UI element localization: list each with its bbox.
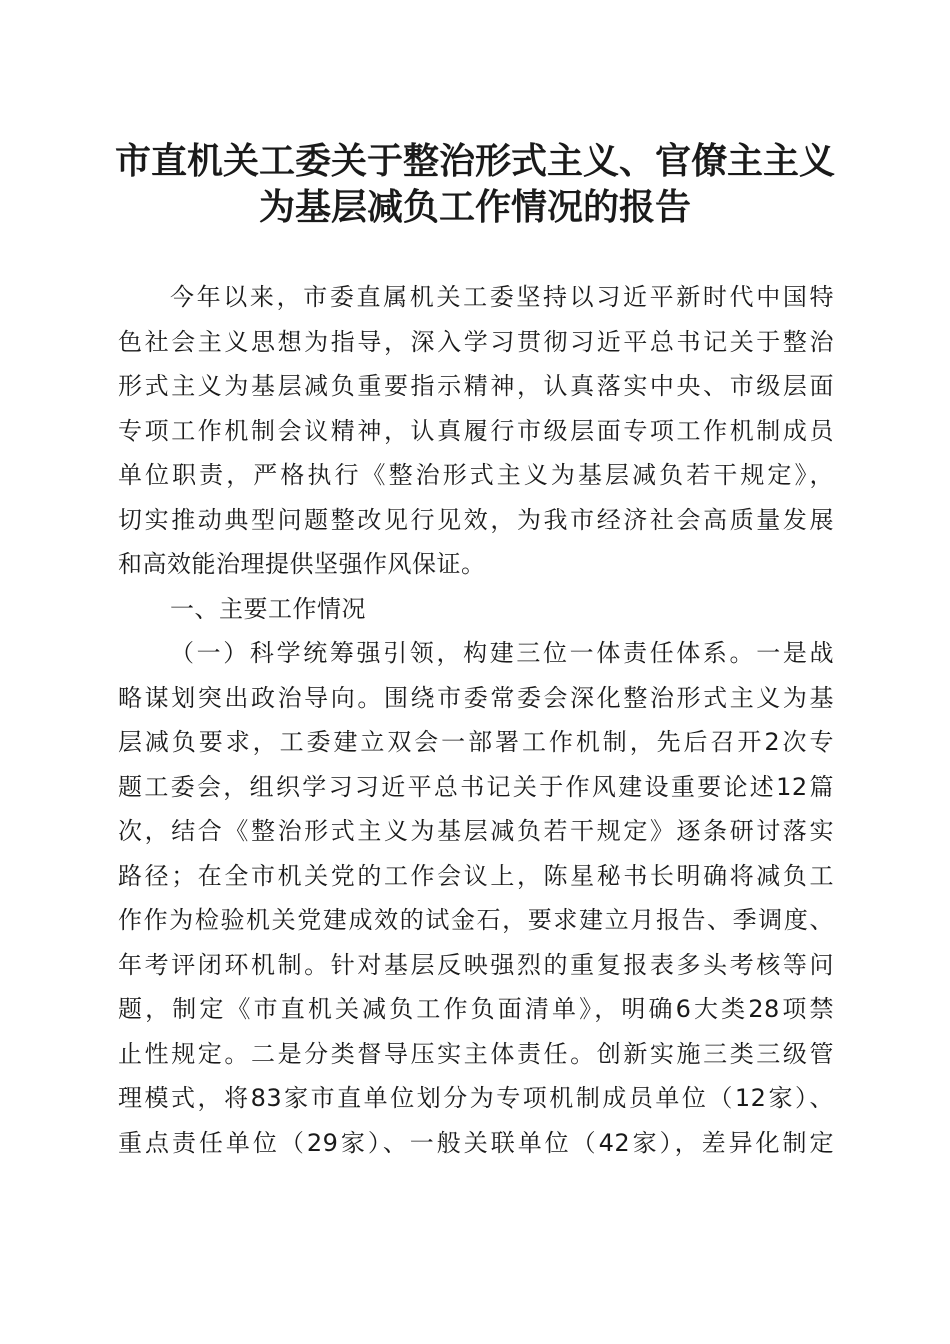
section-line: 年考评闭环机制。针对基层反映强烈的重复报表多头考核等问 bbox=[118, 950, 834, 979]
document-title-line-1: 市直机关工委关于整治形式主义、官僚主主义 bbox=[114, 140, 835, 182]
section-line: 层减负要求，工委建立双会一部署工作机制，先后召开2次专 bbox=[118, 728, 834, 756]
section-line: 题工委会，组织学习习近平总书记关于作风建设重要论述12篇 bbox=[118, 772, 834, 801]
section-line: 题，制定《市直机关减负工作负面清单》，明确6大类28项禁 bbox=[118, 995, 834, 1023]
section-line: 作作为检验机关党建成效的试金石，要求建立月报告、季调度、 bbox=[118, 906, 834, 934]
intro-line: 色社会主义思想为指导，深入学习贯彻习近平总书记关于整治 bbox=[118, 327, 834, 356]
section-line: 理模式，将83家市直单位划分为专项机制成员单位（12家）、 bbox=[118, 1084, 834, 1112]
intro-line: 形式主义为基层减负重要指示精神，认真落实中央、市级层面 bbox=[118, 372, 834, 400]
document-title-line-2: 为基层减负工作情况的报告 bbox=[258, 186, 691, 228]
section-heading: 一、主要工作情况 bbox=[170, 594, 366, 623]
section-line: 略谋划突出政治导向。围绕市委常委会深化整治形式主义为基 bbox=[118, 683, 834, 712]
intro-line: 和高效能治理提供坚强作风保证。 bbox=[118, 550, 486, 578]
section-line: 止性规定。二是分类督导压实主体责任。创新实施三类三级管 bbox=[118, 1039, 834, 1068]
document-body bbox=[118, 275, 834, 1165]
intro-line: 切实推动典型问题整改见行见效，为我市经济社会高质量发展 bbox=[118, 505, 834, 534]
section-line: 次，结合《整治形式主义为基层减负若干规定》逐条研讨落实 bbox=[118, 817, 834, 845]
intro-line: 今年以来，市委直属机关工委坚持以习近平新时代中国特 bbox=[170, 283, 834, 311]
section-line: （一）科学统筹强引领，构建三位一体责任体系。一是战 bbox=[170, 639, 834, 667]
intro-line: 单位职责，严格执行《整治形式主义为基层减负若干规定》， bbox=[118, 461, 834, 489]
section-line: 路径；在全市机关党的工作会议上，陈星秘书长明确将减负工 bbox=[118, 861, 834, 890]
section-line: 重点责任单位（29家）、一般关联单位（42家），差异化制定 bbox=[118, 1128, 834, 1157]
intro-line: 专项工作机制会议精神，认真履行市级层面专项工作机制成员 bbox=[118, 416, 834, 445]
